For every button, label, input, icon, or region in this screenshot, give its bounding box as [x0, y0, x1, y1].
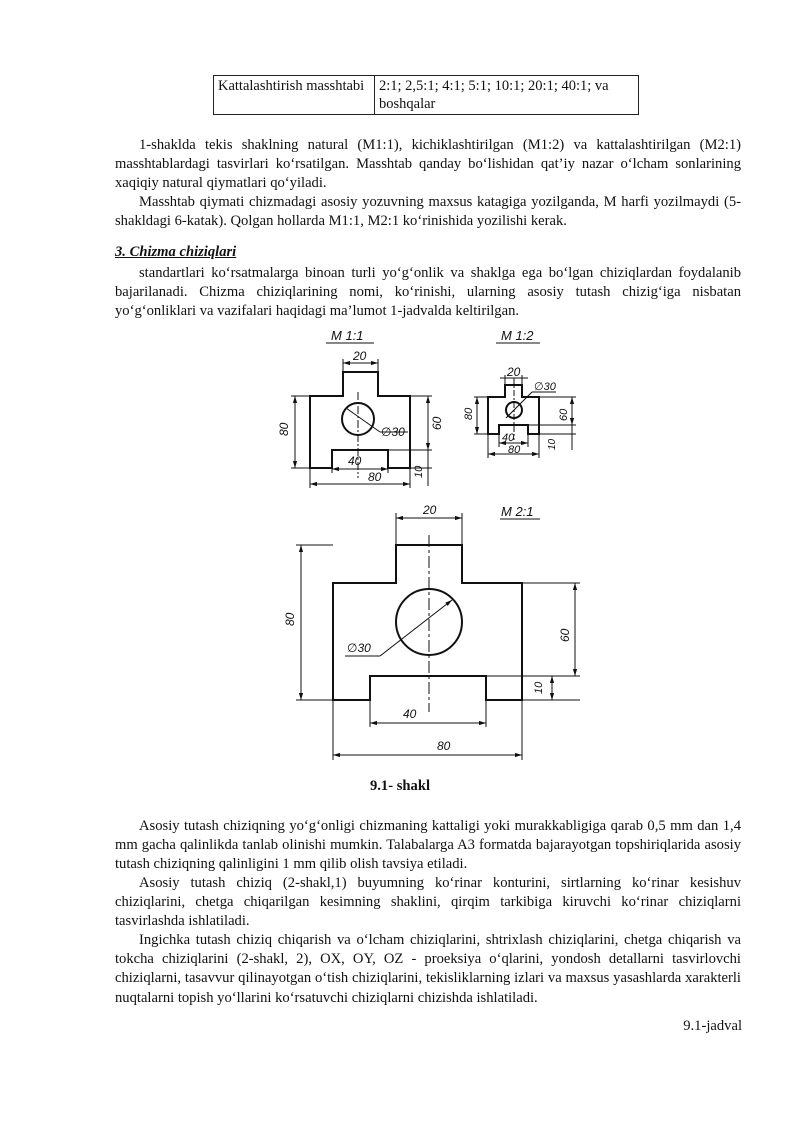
dim-m2-1-height: 80	[283, 612, 297, 626]
dim-m1-1-height: 80	[277, 422, 291, 436]
table-cell-values: 2:1; 2,5:1; 4:1; 5:1; 10:1; 20:1; 40:1; va boshqalar	[375, 76, 639, 115]
paragraph-2: Masshtab qiymati chizmadagi asosiy yozuvning maxsus katagiga yozilganda, M harfi yozilmaydi (5-shakldagi 6-katak). Qolgan hollarda M1:1, M2:1 ko‘rinishida yozilishi kerak.	[115, 194, 741, 230]
dim-m2-1-width: 80	[437, 739, 451, 753]
dim-m1-1-bottom-slot: 40	[348, 454, 362, 468]
dim-m2-1-right: 60	[558, 628, 572, 642]
dim-m1-2-slot: 10	[547, 438, 558, 450]
dim-m1-2-hole: ∅30	[534, 381, 556, 393]
label-m2-1: M 2:1	[501, 504, 534, 519]
dim-m1-2-right: 60	[558, 408, 570, 421]
paragraph-1: 1-shaklda tekis shaklning natural (M1:1), kichiklashtirilgan (M1:2) va kattalashtirilgan (M2:1) masshtablardagi tasvirlari ko‘rsatilgan. Masshtab qanday bo‘lishidan qat’iy nazar o‘lcham sonlarining xaqiqiy natural qiymatlari qo‘yiladi.	[115, 137, 741, 192]
dim-m1-2-bottom-slot: 40	[502, 432, 515, 444]
view-m1-2	[474, 343, 576, 458]
dim-m2-1-top: 20	[423, 503, 437, 517]
paragraph-3: standartlari ko‘rsatmalarga binoan turli yo‘g‘onlik va shaklga ega bo‘lgan chiziqlardan foydalanib bajarilanadi. Chizma chiziqlarining nomi, ko‘rinishi, ularning asosiy tutash chizig‘iga nisbatan yo‘g‘onliklari va vazifalari haqidagi ma’lumot 1-jadvalda keltirilgan.	[115, 265, 741, 320]
dim-m1-2-width: 80	[508, 444, 521, 456]
paragraph-4: Asosiy tutash chiziqning yo‘g‘onligi chizmaning kattaligi yoki murakkabligiga qarab 0,5 mm dan 1,4 mm gacha qalinlikda tanlab olinishi mumkin. Talabalarga A3 formatda bajarayotgan topshiriqlarida asosiy tutash chiziqning qalinligini 1 mm qilib olish tavsiya etiladi.	[115, 818, 741, 873]
view-m2-1	[296, 513, 580, 760]
dim-m1-1-hole: ∅30	[381, 425, 405, 439]
dim-m1-1-slot: 10	[413, 465, 425, 478]
figure-caption: 9.1- shakl	[369, 778, 430, 794]
dim-m1-2-top: 20	[507, 365, 521, 379]
dim-m2-1-bottom-slot: 40	[403, 707, 417, 721]
section-heading: 3. Chizma chiziqlari	[115, 244, 237, 260]
label-m1-2: M 1:2	[501, 328, 534, 343]
dim-m1-1-top: 20	[353, 349, 367, 363]
table-cell-label: Kattalashtirish masshtabi	[214, 76, 375, 115]
dim-m1-1-width: 80	[368, 470, 382, 484]
paragraph-5: Asosiy tutash chiziq (2-shakl,1) buyumning ko‘rinar konturini, sirtlarning ko‘rinar kesishuv chiziqlarini, chetga chiqarilgan kesimning shaklini, qirqim tarkibiga kiruvchi ko‘rinar chiziqlarni tasvirlashda ishlatiladi.	[115, 875, 741, 930]
dim-m2-1-hole: ∅30	[347, 641, 371, 655]
dim-m1-2-height: 80	[463, 407, 475, 420]
dim-m2-1-slot: 10	[533, 681, 545, 694]
table-label: 9.1-jadval	[683, 1018, 742, 1034]
view-m1-1	[291, 343, 432, 488]
label-m1-1: M 1:1	[331, 328, 364, 343]
paragraph-6: Ingichka tutash chiziq chiqarish va o‘lcham chiziqlarini, shtrixlash chiziqlarini, chetga chiqarish va tokcha chiziqlarini (2-shakl, 2), OX, OY, OZ - proeksiya o‘qlarini, yondosh detallarni tasvirlovchi chiziqlarni, tasavvur qilinayotgan o‘tish chiziqlarini, tekisliklarning izlari va maxsus yasashlarda xarakterli nuqtalarni topish yo‘llarini ko‘rsatuvchi chiziqlarni chizishda ishlatiladi.	[115, 932, 741, 1006]
dim-m1-1-right: 60	[430, 416, 444, 430]
